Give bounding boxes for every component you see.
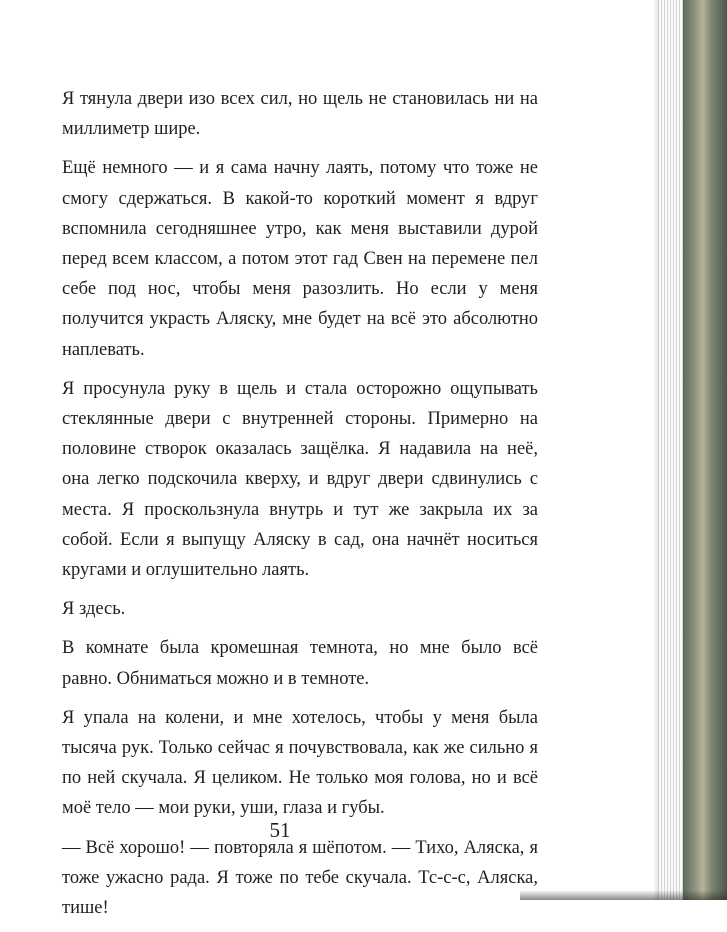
paragraph: — Всё хорошо! — повторяла я шёпотом. — Тихо, Аляска, я тоже ужасно рада. Я тоже по тебе скучала. Тс-с-с, Аляска, тише! xyxy=(62,837,538,919)
paragraph: Я упала на колени, и мне хотелось, чтобы у меня была тысяча рук. Только сейчас я почувствовала, как же сильно я по ней скучала. Я целиком. Не только моя голова, но и всё моё тело — мои руки, уши, глаза и губы. xyxy=(62,707,538,819)
paragraph: Ещё немного — и я сама начну лаять, потому что тоже не смогу сдержаться. В какой-то короткий момент я вдруг вспомнила сегодняшнее утро, как меня выставили дурой перед всем классом, а потом этот гад Свен на перемене пел себе под нос, чтобы меня разозлить. Но если у меня получится украсть Аляску, мне будет на всё это абсолютно наплевать. xyxy=(62,158,538,360)
paragraph: Я просунула руку в щель и стала осторожно ощупывать стеклянные двери с внутренней стороны. Примерно на половине створок оказалась защёлка. Я надавила на неё, она легко подскочила кверху, и вдруг двери сдвинулись с места. Я проскользнула внутрь и тут же закрыла их за собой. Если я выпущу Аляску в сад, она начнёт носиться кругами и оглушительно лаять. xyxy=(62,378,538,581)
book-bottom-edge xyxy=(520,890,727,900)
paragraph: В комнате была кромешная темнота, но мне было всё равно. Обниматься можно и в темноте. xyxy=(62,638,538,689)
page-number: 51 xyxy=(269,818,291,842)
paragraph: Я здесь. xyxy=(62,599,126,620)
book-cover-edge xyxy=(683,0,727,900)
page-body-text xyxy=(62,84,538,932)
paragraph: Я тянула двери изо всех сил, но щель не становилась ни на миллиметр шире. xyxy=(62,89,538,140)
